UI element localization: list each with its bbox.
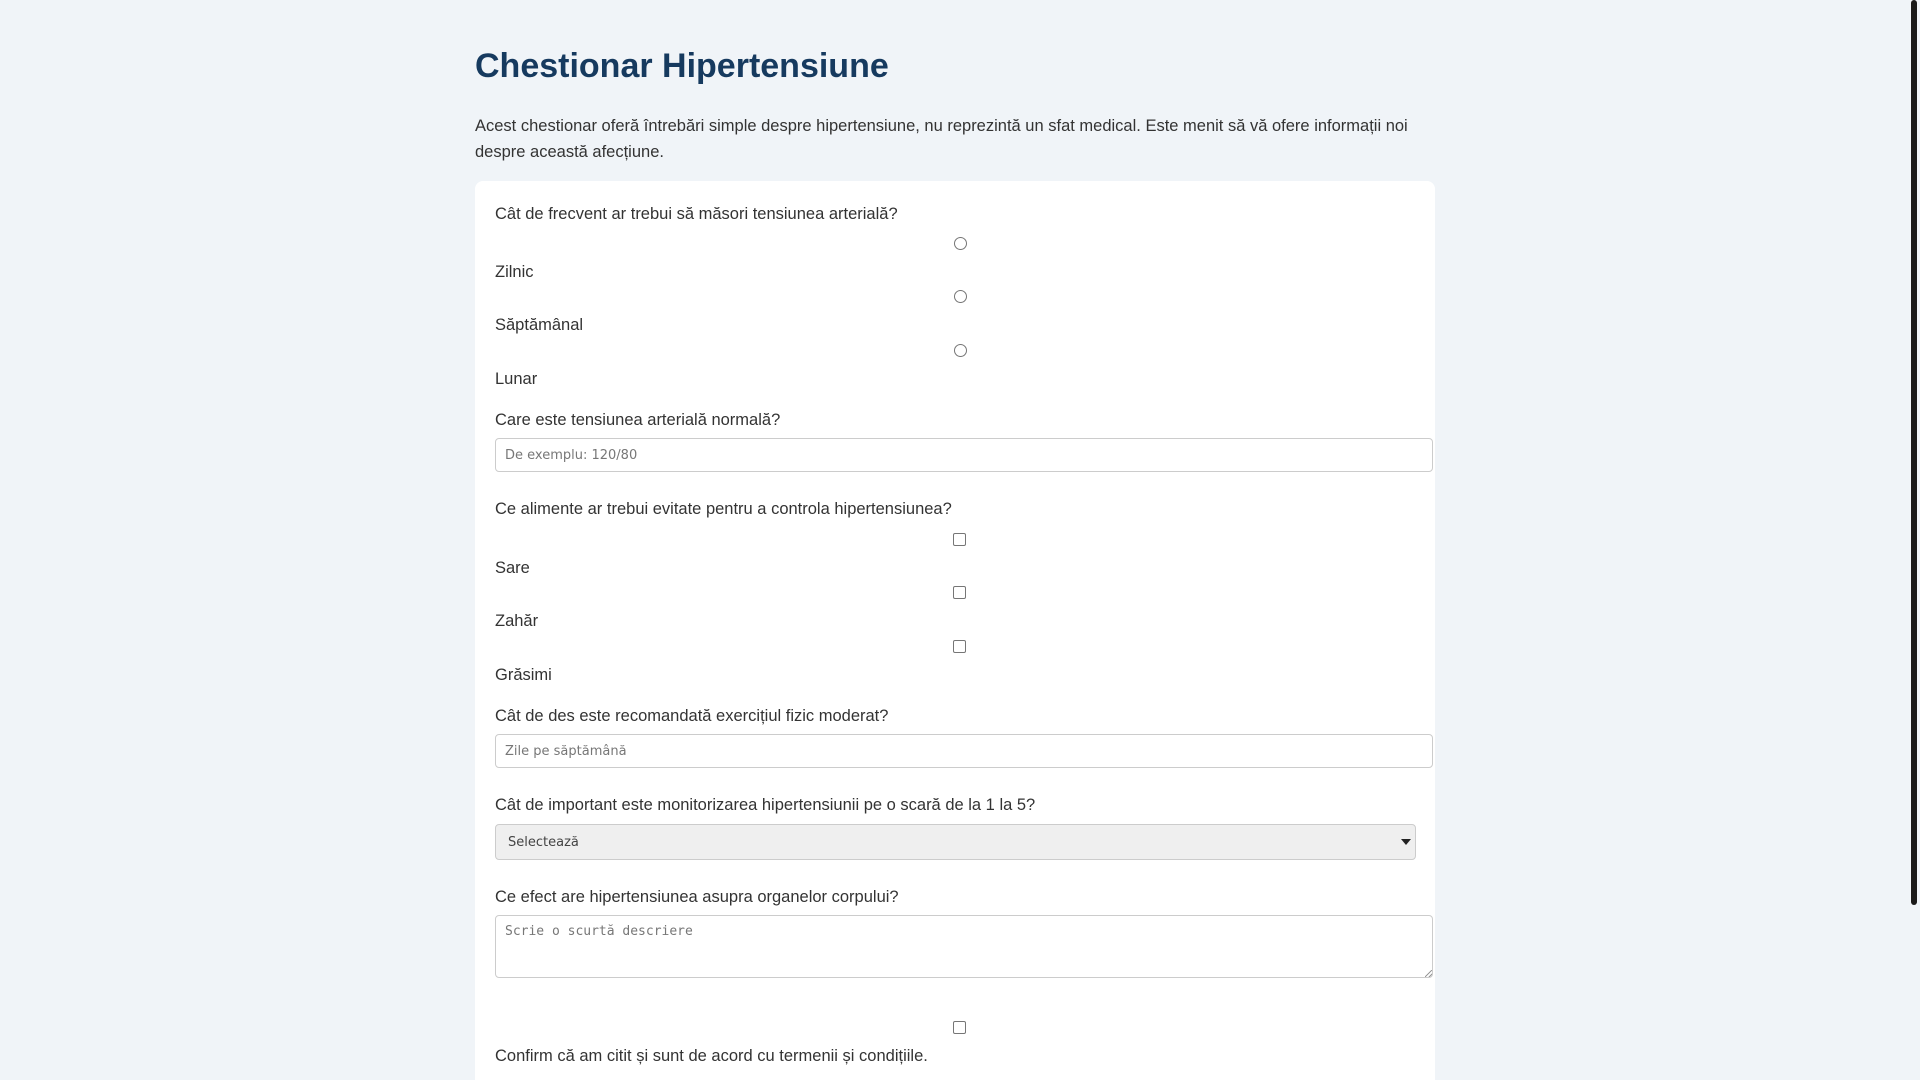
exercise-days-input[interactable] [495,734,1433,768]
question-exercise-label: Cât de des este recomandată exercițiul fizic moderat? [495,707,889,725]
option-label-saptamanal: Săptămânal [495,316,584,334]
radio-zilnic[interactable] [954,237,967,250]
question-normal-pressure-label: Care este tensiunea arterială normală? [495,411,781,429]
option-label-grasimi: Grăsimi [495,666,552,684]
organ-effect-textarea[interactable] [495,915,1433,978]
intro-text: Acest chestionar oferă întrebări simple despre hipertensiune, nu reprezintă un sfat medical. Este menit să vă ofere informații noi despre această afecțiune. [475,117,1408,161]
checkbox-grasimi[interactable] [953,640,966,653]
option-label-sare: Sare [495,559,530,577]
vertical-scrollbar[interactable] [1908,0,1920,1080]
questionnaire-form [475,181,1435,1080]
importance-select[interactable] [495,824,1416,860]
option-label-zahar: Zahăr [495,612,539,630]
question-importance-label: Cât de important este monitorizarea hipertensiunii pe o scară de la 1 la 5? [495,796,1036,814]
option-label-lunar: Lunar [495,370,538,388]
question-organ-effect-label: Ce efect are hipertensiunea asupra organelor corpului? [495,888,899,906]
checkbox-sare[interactable] [953,533,966,546]
checkbox-zahar[interactable] [953,586,966,599]
resize-grip-icon[interactable] [1425,970,1432,977]
chevron-down-icon [1401,839,1411,845]
radio-lunar[interactable] [954,344,967,357]
question-frequency-label: Cât de frecvent ar trebui să măsori tensiunea arterială? [495,205,898,223]
question-foods-label: Ce alimente ar trebui evitate pentru a controla hipertensiunea? [495,500,952,518]
importance-select-value: Selectează [508,835,579,850]
page-title: Chestionar Hipertensiune [475,47,889,85]
consent-checkbox[interactable] [953,1021,966,1034]
normal-pressure-input[interactable] [495,438,1433,472]
scrollbar-thumb[interactable] [1911,0,1917,905]
option-label-zilnic: Zilnic [495,263,534,281]
radio-saptamanal[interactable] [954,290,967,303]
consent-label: Confirm că am citit și sunt de acord cu termenii și condițiile. [495,1047,928,1065]
